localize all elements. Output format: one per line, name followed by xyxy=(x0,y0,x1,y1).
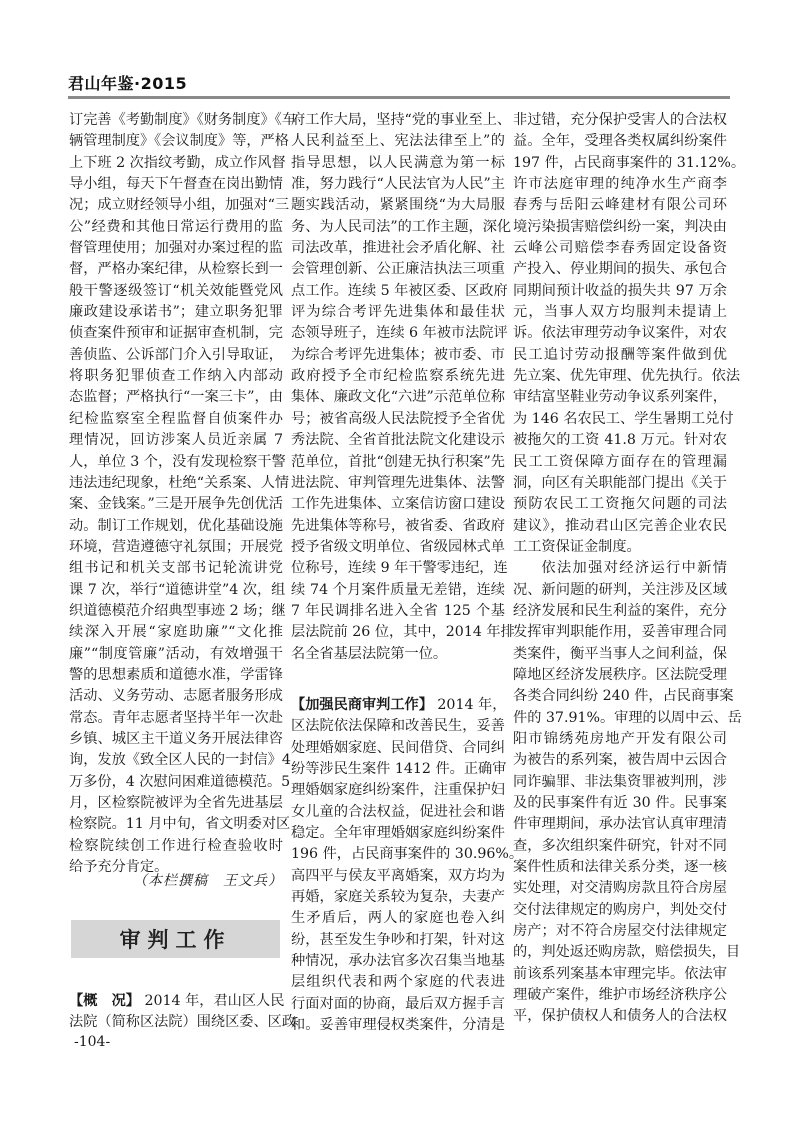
text-line: 益。全年，受理各类权属纠纷案件 xyxy=(513,133,727,150)
text-line: 层法院前 26 位，其中，2014 年排 xyxy=(291,624,515,641)
text-line: 法院（简称区法院）围绕区委、区政 xyxy=(69,1014,297,1031)
text-line: 许市法庭审理的纯净水生产商李 xyxy=(513,176,727,193)
text-line: 况、新问题的研判，关注涉及区域 xyxy=(513,581,727,598)
text-line: 上下班 2 次指纹考勤，成立作风督 xyxy=(69,154,286,171)
text-line: 经济发展和民生利益的案件，充分 xyxy=(513,602,727,619)
text-line: 被拖欠的工资 41.8 万元。针对农 xyxy=(513,432,727,449)
text-line: 理情况，回访涉案人员近亲属 7 xyxy=(69,432,283,449)
civil-heading: 【加强民商审判工作】 xyxy=(291,697,433,713)
text-line: 建议》，推动君山区完善企业农民 xyxy=(513,517,727,534)
text-line: 环境，营造遵德守礼氛围；开展党 xyxy=(69,538,283,555)
text-line: 女儿童的合法权益，促进社会和谐 xyxy=(291,803,505,820)
text-line: 题实践活动，紧紧围绕“为大局服 xyxy=(291,197,505,214)
text-line: 各类合同纠纷 240 件，占民商事案 xyxy=(513,688,734,705)
text-line: 民工追讨劳动报酬等案件做到优 xyxy=(513,346,727,363)
text-line: 类案件，衡平当事人之间利益，保 xyxy=(513,645,727,662)
text-line: 同期间预计收益的损失共 97 万余 xyxy=(513,282,727,299)
text-line: 平，保护债权人和债务人的合法权 xyxy=(513,1008,727,1025)
text-line: 动。制订工作规划，优化基础设施 xyxy=(69,517,283,534)
civil-trial-paragraph xyxy=(291,695,524,1037)
text-line: 非过错，充分保护受害人的合法权 xyxy=(513,112,727,128)
text-line: 处理婚姻家庭、民间借贷、合同纠 xyxy=(291,739,505,756)
text-line: 民工工资保障方面存在的管理漏 xyxy=(513,453,727,470)
text-line: 指导思想，以人民满意为第一标 xyxy=(291,154,505,171)
text-line: 理破产案件，维护市场经济秩序公 xyxy=(513,987,727,1004)
text-line: 理婚姻家庭纠纷案件，注重保护妇 xyxy=(291,782,505,799)
text-line: 公”经费和其他日常运行费用的监 xyxy=(69,218,283,235)
overview-heading: 【概 况】 xyxy=(69,993,140,1009)
text-line: 春秀与岳阳云峰建材有限公司环 xyxy=(513,197,727,214)
text-line: 秀法院、全省首批法院文化建设示 xyxy=(291,432,505,449)
text-line: 层组织代表和两个家庭的代表进 xyxy=(291,974,505,991)
text-line: 警的思想素质和道德水准，学雷锋 xyxy=(69,666,283,683)
text-line: 准，努力践行“人民法官为人民”主 xyxy=(291,176,505,193)
text-line: 廉政建设承诺书”；建立职务犯罪 xyxy=(69,304,283,321)
text-line: 197 件，占民商事案件的 31.12%。 xyxy=(513,154,746,171)
text-line: 将职务犯罪侦查工作纳入内部动 xyxy=(69,368,283,385)
text-line: 常态。青年志愿者坚持半年一次赴 xyxy=(69,709,283,726)
text-line: 态监督；严格执行“一案三卡”，由 xyxy=(69,389,283,406)
text-line: 洞，向区有关职能部门提出《关于 xyxy=(513,474,727,491)
text-line: 政府授予全市纪检监察系统先进 xyxy=(291,368,505,385)
text-line: 阳市锦绣苑房地产开发有限公司 xyxy=(513,730,727,747)
text-line: 种情况，承办法官多次召集当地基 xyxy=(291,953,505,970)
page-number: -104- xyxy=(74,1034,111,1050)
text-span: 2014 年，君山区人民 xyxy=(139,993,285,1009)
text-line: 区法院依法保障和改善民生，妥善 xyxy=(291,718,505,735)
text-line: 续深入开展“家庭助廉”“文化推 xyxy=(69,624,283,641)
header-rule xyxy=(68,96,730,99)
text-line: 万多份，4 次慰问困难道德模范。5 xyxy=(69,773,291,790)
section-title-box xyxy=(71,920,280,958)
text-line: 组书记和机关支部书记轮流讲党 xyxy=(69,560,283,577)
text-line: 查，多次组织案件研究，针对不同 xyxy=(513,837,727,854)
text-line: 同诈骗罪、非法集资罪被判刑，涉 xyxy=(513,773,727,790)
text-line: 进法院、审判管理先进集体、法警 xyxy=(291,474,505,491)
text-line: 人，单位 3 个，没有发现检察干警 xyxy=(69,453,286,470)
text-line: 督管理使用；加强对办案过程的监 xyxy=(69,240,283,257)
text-line: 高四平与侯友平离婚案，双方均为 xyxy=(291,867,505,884)
text-line: 行面对面的协商，最后双方握手言 xyxy=(291,995,505,1012)
text-line: 案件性质和法律关系分类，逐一核 xyxy=(513,859,727,876)
text-line: 生矛盾后，两人的家庭也卷入纠 xyxy=(291,910,505,927)
text-line: 号；被省高级人民法院授予全省优 xyxy=(291,410,505,427)
text-line: 为综合考评先进集体；被市委、市 xyxy=(291,346,505,363)
text-line: 乡镇、城区主干道义务开展法律咨 xyxy=(69,730,283,747)
text-line xyxy=(291,695,505,716)
text-line: 和。妥善审理侵权类案件，分清是 xyxy=(291,1017,505,1034)
text-line: 善侦监、公诉部门介入引导取证， xyxy=(69,346,283,363)
text-line: 产投入、停业期间的损失、承包合 xyxy=(513,261,727,278)
text-line: 先立案、优先审理、优先执行。依法 xyxy=(513,368,741,385)
text-line: 7 年民调排名进入全省 125 个基 xyxy=(291,602,505,619)
text-line: 稳定。全年审理婚姻家庭纠纷案件 xyxy=(291,825,505,842)
text-line: 再婚，家庭关系较为复杂，夫妻产 xyxy=(291,889,505,906)
text-line: 况；成立财经领导小组，加强对“三 xyxy=(69,197,290,214)
section-title: 审判工作 xyxy=(119,928,232,952)
text-line: 发挥审判职能作用，妥善审理合同 xyxy=(513,624,727,641)
overview-paragraph xyxy=(69,991,297,1034)
text-line: 务、为人民司法”的工作主题，深化 xyxy=(291,218,512,235)
text-line: 侦查案件预审和证据审查机制，完 xyxy=(69,325,283,342)
text-line: 纪检监察室全程监督自侦案件办 xyxy=(69,410,283,427)
text-line: 人民利益至上、宪法法律至上”的 xyxy=(291,133,505,150)
text-line: 为 146 名农民工、学生暑期工兑付 xyxy=(513,410,734,427)
text-line xyxy=(69,991,283,1012)
text-line: 名全省基层法院第一位。 xyxy=(291,645,448,662)
text-line: 评为综合考评先进集体和最佳状 xyxy=(291,304,505,321)
text-line: 会管理创新、公正廉洁执法三项重 xyxy=(291,261,505,278)
text-line: 辆管理制度》《会议制度》等，严格 xyxy=(69,133,289,150)
text-span: 2014 年， xyxy=(432,697,507,713)
text-line: 位称号，连续 9 年干警零违纪，连 xyxy=(291,560,508,577)
text-line: 工工资保证金制度。 xyxy=(513,538,641,555)
text-line: 审结富坚鞋业劳动争议系列案件， xyxy=(513,389,727,406)
text-line: 续 74 个月案件质量无差错，连续 xyxy=(291,581,505,598)
column-1 xyxy=(69,110,296,878)
text-line: 集体、廉政文化“六进”示范单位称 xyxy=(291,389,505,406)
text-line: 房产；对不符合房屋交付法律规定 xyxy=(513,923,727,940)
text-line: 案、金钱案。”三是开展争先创优活 xyxy=(69,496,283,513)
text-line: 诉。依法审理劳动争议案件，对农 xyxy=(513,325,727,342)
text-line: 态领导班子，连续 6 年被市法院评 xyxy=(291,325,508,342)
text-line: 纷等涉民生案件 1412 件。正确审 xyxy=(291,761,507,778)
text-line: 纷，甚至发生争吵和打架，针对这 xyxy=(291,931,505,948)
text-line: 依法加强对经济运行中新情 xyxy=(541,560,727,577)
text-line: 课 7 次，举行“道德讲堂”4 次，组 xyxy=(69,581,286,598)
column-2 xyxy=(291,110,515,665)
text-line: 工作先进集体、立案信访窗口建设 xyxy=(291,496,505,513)
text-line: 交付法律规定的购房户，判处交付 xyxy=(513,901,727,918)
text-line: 实处理，对交清购房款且符合房屋 xyxy=(513,880,727,897)
text-line: 司法改革，推进社会矛盾化解、社 xyxy=(291,240,505,257)
text-line: 境污染损害赔偿纠纷一案，判决由 xyxy=(513,218,727,235)
text-line: 点工作。连续 5 年被区委、区政府 xyxy=(291,282,508,299)
text-line: 件审理期间，承办法官认真审理清 xyxy=(513,816,727,833)
text-line: 及的民事案件有近 30 件。民事案 xyxy=(513,795,727,811)
text-line: 询，发放《致全区人民的一封信》4 xyxy=(69,752,291,769)
text-line: 般干警逐级签订“机关效能暨党风 xyxy=(69,282,283,299)
text-line: 云峰公司赔偿李春秀固定设备资 xyxy=(513,240,727,257)
text-line: 196 件，占民商事案件的 30.96%。 xyxy=(291,846,524,863)
text-line: 府工作大局，坚持“党的事业至上、 xyxy=(291,112,512,128)
text-line: 月，区检察院被评为全省先进基层 xyxy=(69,795,283,811)
text-line: 先进集体等称号，被省委、省政府 xyxy=(291,517,505,534)
text-line: 检察院。11 月中旬，省文明委对区 xyxy=(69,816,291,833)
text-line: 前该系列案基本审理完毕。依法审 xyxy=(513,965,727,982)
text-line: 为被告的系列案，被告周中云因合 xyxy=(513,752,727,769)
text-line: 检察院续创工作进行检查验收时 xyxy=(69,837,283,854)
text-line: 廉”“制度管廉”活动，有效增强干 xyxy=(69,645,283,662)
text-line: 活动、义务劳动、志愿者服务形成 xyxy=(69,688,283,705)
column-3 xyxy=(513,110,746,1028)
text-line: 授予省级文明单位、省级园林式单 xyxy=(291,538,505,555)
text-line: 导小组，每天下午督查在岗出勤情 xyxy=(69,176,283,193)
text-line: 元，当事人双方均服判未提请上 xyxy=(513,304,727,321)
text-line: 范单位，首批“创建无执行积案”先 xyxy=(291,453,505,470)
text-line: 障地区经济发展秩序。区法院受理 xyxy=(513,666,727,683)
running-header: 君山年鉴·2015 xyxy=(68,74,188,93)
text-line: 督，严格办案纪律，从检察长到一 xyxy=(69,261,283,278)
text-line: 给予充分肯定。 xyxy=(69,859,169,876)
text-line: 订完善《考勤制度》《财务制度》《车 xyxy=(69,112,296,128)
text-line: 件的 37.91%。审理的以周中云、岳 xyxy=(513,709,742,726)
text-line: 织道德模范介绍典型事迹 2 场；继 xyxy=(69,602,286,619)
text-line: 违法违纪现象，杜绝“关系案、人情 xyxy=(69,474,290,491)
text-line: 的，判处返还购房款，赔偿损失，目 xyxy=(513,944,741,961)
text-line: 预防农民工工资拖欠问题的司法 xyxy=(513,496,727,513)
byline: （本栏撰稿 王文兵） xyxy=(133,873,283,889)
